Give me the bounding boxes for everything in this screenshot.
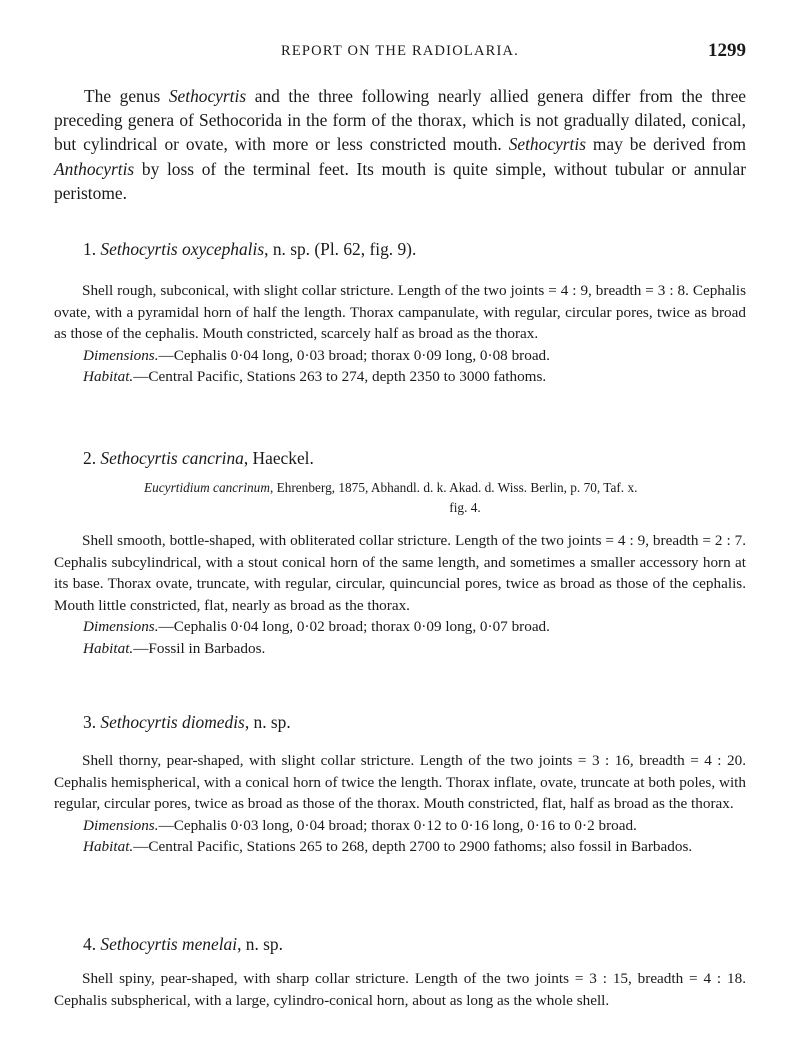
species-habitat: Habitat.—Fossil in Barbados.: [83, 639, 266, 657]
species-dimensions: Dimensions.—Cephalis 0·04 long, 0·02 broad; thorax 0·09 long, 0·07 broad.: [83, 618, 550, 636]
synonym-reference: Eucyrtidium cancrinum, Ehrenberg, 1875, Abhandl. d. k. Akad. d. Wiss. Berlin, p. 70, Taf. x. fig. 4.: [144, 480, 638, 515]
species-entry-1: [54, 237, 746, 388]
species-dimensions: Dimensions.—Cephalis 0·04 long, 0·03 broad; thorax 0·09 long, 0·08 broad.: [83, 346, 550, 364]
species-description: Shell spiny, pear-shaped, with sharp collar stricture. Length of the two joints = 3 : 15, breadth = 4 : 18. Cephalis subspherical, with a large, cylindro-conical horn, about as long as the whole shell.: [54, 970, 746, 1009]
species-entry-2: [54, 446, 746, 660]
page-number: 1299: [708, 40, 746, 61]
running-title: REPORT ON THE RADIOLARIA.: [280, 43, 520, 59]
species-heading: 1. Sethocyrtis oxycephalis, n. sp. (Pl. 62, fig. 9).: [83, 239, 417, 259]
species-entry-4: [54, 932, 746, 1011]
species-heading: 3. Sethocyrtis diomedis, n. sp.: [83, 712, 291, 732]
species-habitat: Habitat.—Central Pacific, Stations 265 to 268, depth 2700 to 2900 fathoms; also fossil in Barbados.: [83, 838, 693, 856]
species-heading: 2. Sethocyrtis cancrina, Haeckel.: [83, 448, 314, 468]
species-heading: 4. Sethocyrtis menelai, n. sp.: [83, 934, 283, 954]
species-dimensions: Dimensions.—Cephalis 0·03 long, 0·04 broad; thorax 0·12 to 0·16 long, 0·16 to 0·2 broad.: [83, 816, 637, 834]
species-description: Shell thorny, pear-shaped, with slight collar stricture. Length of the two joints = 3 : 16, breadth = 4 : 20. Cephalis hemispherical, with a conical horn of twice the length. Thorax inflate, ovate, truncate at both poles, with regular, circular pores, twice as broad as those of the thorax. Mouth constricted, flat, half as broad as the thorax.: [54, 752, 746, 813]
species-description: Shell rough, subconical, with slight collar stricture. Length of the two joints = 4 : 9, breadth = 3 : 8. Cephalis ovate, with a pyramidal horn of half the length. Thorax campanulate, with regular, circular pores, twice as broad as those of the cephalis. Mouth constricted, scarcely half as broad as the thorax.: [54, 282, 746, 343]
intro-paragraph: The genus Sethocyrtis and the three following nearly allied genera differ from the three preceding genera of Sethocorida in the form of the thorax, which is not gradually dilated, conical, but cylindrical or ovate, with more or less constricted mouth. Sethocyrtis may be derived from Anthocyrtis by loss of the terminal feet. Its mouth is quite simple, without tubular or annular peristome.: [54, 86, 747, 203]
species-habitat: Habitat.—Central Pacific, Stations 263 to 274, depth 2350 to 3000 fathoms.: [83, 368, 547, 386]
page-header: [0, 40, 800, 64]
species-description: Shell smooth, bottle-shaped, with obliterated collar stricture. Length of the two joints = 4 : 9, breadth = 2 : 7. Cephalis subcylindrical, with a stout conical horn of the same length, and sometimes a smaller accessory horn at its base. Thorax ovate, truncate, with regular, circular, quincuncial pores, twice as broad as those of the cephalis. Mouth little constricted, flat, nearly as broad as the thorax.: [54, 532, 746, 614]
species-entry-3: [54, 710, 746, 858]
